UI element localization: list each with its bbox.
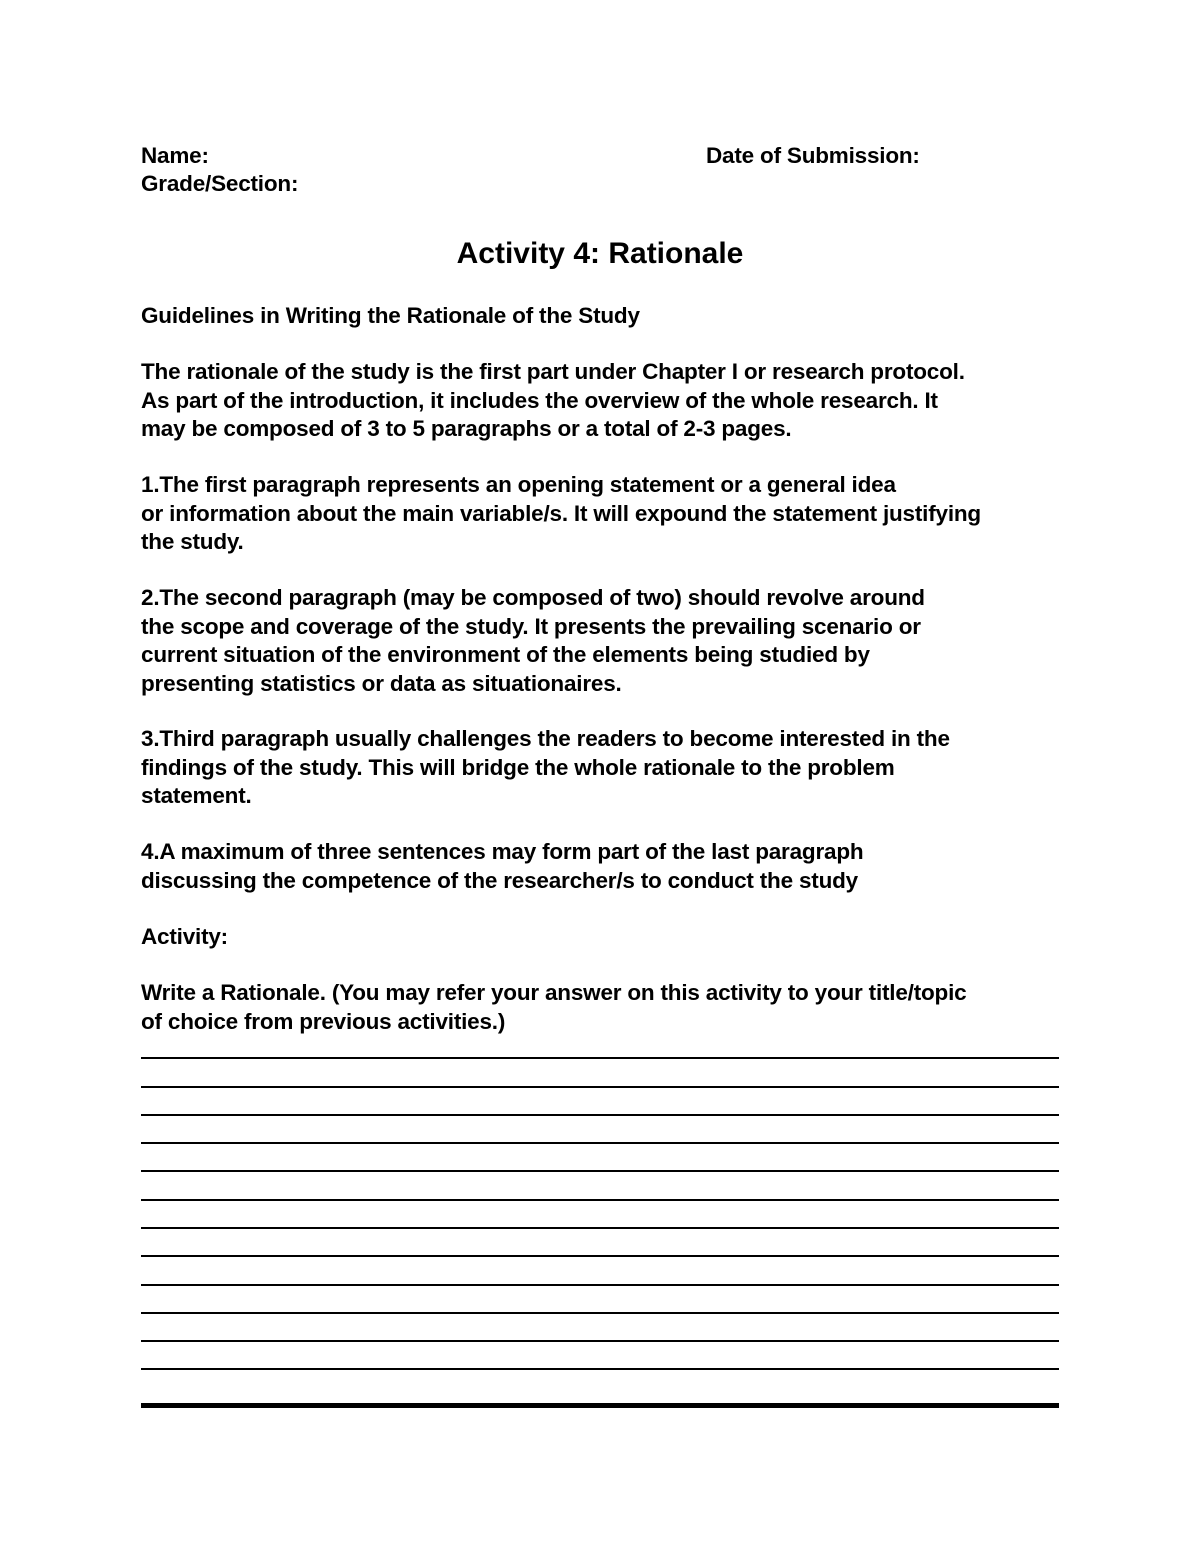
instruction-line: of choice from previous activities.) [141,1008,506,1034]
date-of-submission-label: Date of Submission: [706,143,920,168]
guideline-line: 3.Third paragraph usually challenges the readers to become interested in the [141,726,950,751]
grade-section-label: Grade/Section: [141,171,299,196]
guideline-item-1 [141,471,981,557]
answer-line-bottom[interactable] [141,1403,1059,1408]
intro-paragraph [141,358,965,444]
answer-line[interactable] [141,1255,1059,1257]
guideline-line: discussing the competence of the researcher/s to conduct the study [141,867,858,893]
answer-line[interactable] [141,1368,1059,1370]
answer-line[interactable] [141,1142,1059,1144]
guideline-line: 4.A maximum of three sentences may form part of the last paragraph [141,839,864,864]
guideline-line: statement. [141,783,252,808]
guideline-line: the scope and coverage of the study. It presents the prevailing scenario or [141,613,921,639]
guideline-line: or information about the main variable/s. It will expound the statement justifying [141,500,981,526]
answer-line[interactable] [141,1086,1059,1088]
guideline-item-2 [141,584,925,698]
guideline-line: 1.The first paragraph represents an opening statement or a general idea [141,472,896,497]
guideline-line: findings of the study. This will bridge the whole rationale to the problem [141,754,895,780]
intro-line: may be composed of 3 to 5 paragraphs or a total of 2-3 pages. [141,416,792,441]
intro-line: As part of the introduction, it includes the overview of the whole research. It [141,387,938,413]
answer-line[interactable] [141,1284,1059,1286]
answer-line[interactable] [141,1199,1059,1201]
guideline-line: presenting statistics or data as situationaires. [141,670,622,696]
answer-line[interactable] [141,1170,1059,1172]
page-title: Activity 4: Rationale [456,237,744,270]
guideline-item-3 [141,725,950,811]
answer-line[interactable] [141,1312,1059,1314]
guideline-item-4 [141,838,863,895]
guideline-line: 2.The second paragraph (may be composed of two) should revolve around [141,585,925,610]
answer-line[interactable] [141,1057,1059,1059]
answer-line[interactable] [141,1227,1059,1229]
instruction-line: Write a Rationale. (You may refer your answer on this activity to your title/topic [141,980,967,1005]
activity-instruction [141,979,966,1036]
intro-line: The rationale of the study is the first part under Chapter I or research protocol. [141,359,965,384]
guidelines-heading: Guidelines in Writing the Rationale of the Study [141,303,640,328]
guideline-line: current situation of the environment of the elements being studied by [141,642,870,667]
answer-line[interactable] [141,1114,1059,1116]
answer-line[interactable] [141,1340,1059,1342]
name-label: Name: [141,143,209,168]
guideline-line: the study. [141,529,244,554]
activity-label: Activity: [141,924,228,949]
